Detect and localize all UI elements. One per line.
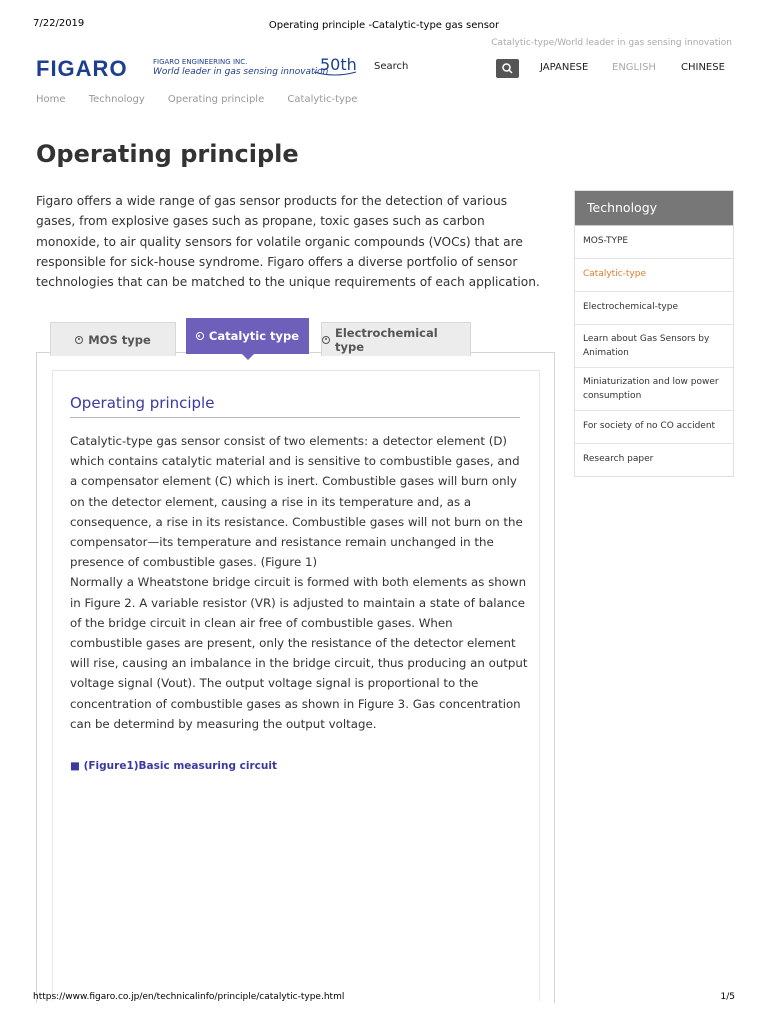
lang-english[interactable]: ENGLISH	[612, 62, 656, 73]
print-footer	[33, 992, 735, 1002]
circle-bullet-icon	[322, 336, 330, 344]
sidebar-item-research-paper[interactable]: Research paper	[583, 454, 654, 464]
tab-mos-type[interactable]	[50, 322, 176, 356]
sidebar-nav	[574, 190, 734, 477]
breadcrumb	[36, 94, 377, 105]
print-page-number: 1/5	[720, 992, 735, 1002]
breadcrumb-operating-principle[interactable]: Operating principle	[167, 94, 265, 105]
body-paragraph-2: Normally a Wheatstone bridge circuit is formed with both elements as shown in Figure 2. A variable resistor (VR) is adjusted to maintain a state of balance of the bridge circuit in clean air free of combustible gases. When combustible gases are present, only the resistance of the detector element will rise, causing an imbalance in the bridge circuit, thus producing an output voltage signal (Vout). The output voltage signal is proportional to the concentration of combustible gases as shown in Figure 3. Gas concentration can be determind by measuring the output voltage.	[70, 575, 528, 731]
breadcrumb-technology[interactable]: Technology	[88, 94, 145, 105]
anniversary-text: 50th	[320, 55, 357, 74]
sidebar-item-animation[interactable]: Learn about Gas Sensors by Animation	[575, 325, 733, 368]
figure-caption: ■ (Figure1)Basic measuring circuit	[70, 760, 277, 772]
site-tagline: Catalytic-type/World leader in gas sensing innovation	[491, 38, 732, 48]
intro-paragraph: Figaro offers a wide range of gas sensor products for the detection of various gases, from explosive gases such as propane, toxic gases such as carbon monoxide, to air quality sensors for volatile organic compounds (VOCs) that are responsible for sick-house syndrome. Figaro offers a diverse portfolio of sensor technologies that can be matched to the unique requirements of each application.	[36, 194, 540, 290]
sidebar-item-miniaturization[interactable]: Miniaturization and low power consumption	[575, 368, 733, 411]
sidebar-item-no-co-accident[interactable]: For society of no CO accident	[575, 411, 733, 444]
figaro-logo[interactable]: FIGARO	[36, 56, 128, 81]
body-paragraph-1: Catalytic-type gas sensor consist of two elements: a detector element (D) which contains catalytic material and is sensitive to combustible gases, and a compensator element (C) which is inert. Combustible gases will burn only on the detector element, causing a rise in its temperature and, as a consequence, a rise in its resistance. Combustible gases will not burn on the compensator—its temperature and resistance remain unchanged in the presence of combustible gases. (Figure 1)	[70, 434, 523, 570]
page-title: Operating principle	[36, 140, 299, 168]
search-button[interactable]	[496, 59, 519, 78]
search-label[interactable]: Search	[374, 61, 409, 72]
print-title: Operating principle -Catalytic-type gas sensor	[268, 20, 500, 31]
logo-slogan: World leader in gas sensing innovation	[153, 67, 329, 77]
logo-company-name: FIGARO ENGINEERING INC.	[153, 58, 248, 66]
logo-subtitle	[153, 58, 328, 77]
section-body	[70, 431, 528, 734]
anniversary-logo	[310, 52, 360, 76]
tab-label: Electrochemical type	[334, 325, 438, 354]
sidebar-item-mos-type[interactable]: MOS-TYPE	[575, 226, 733, 259]
lang-chinese[interactable]: CHINESE	[681, 62, 725, 73]
tab-label: MOS type	[88, 332, 151, 347]
breadcrumb-catalytic-type[interactable]: Catalytic-type	[287, 94, 358, 105]
sidebar-item-electrochemical-type[interactable]: Electrochemical-type	[575, 292, 733, 325]
tab-catalytic-type[interactable]	[186, 318, 309, 354]
breadcrumb-home[interactable]: Home	[36, 94, 66, 105]
search-icon	[496, 59, 519, 78]
tab-label: Catalytic type	[208, 329, 300, 343]
print-url: https://www.figaro.co.jp/en/technicalinfo/principle/catalytic-type.html	[33, 992, 345, 1002]
print-date: 7/22/2019	[33, 18, 85, 29]
section-heading: Operating principle	[70, 394, 520, 418]
circle-bullet-icon	[196, 332, 204, 340]
lang-japanese[interactable]: JAPANESE	[540, 62, 589, 73]
circle-bullet-icon	[75, 336, 83, 344]
tab-electrochemical-type[interactable]	[321, 322, 471, 356]
sidebar-heading[interactable]: Technology	[575, 191, 733, 226]
sidebar-item-catalytic-type[interactable]: Catalytic-type	[575, 259, 733, 292]
